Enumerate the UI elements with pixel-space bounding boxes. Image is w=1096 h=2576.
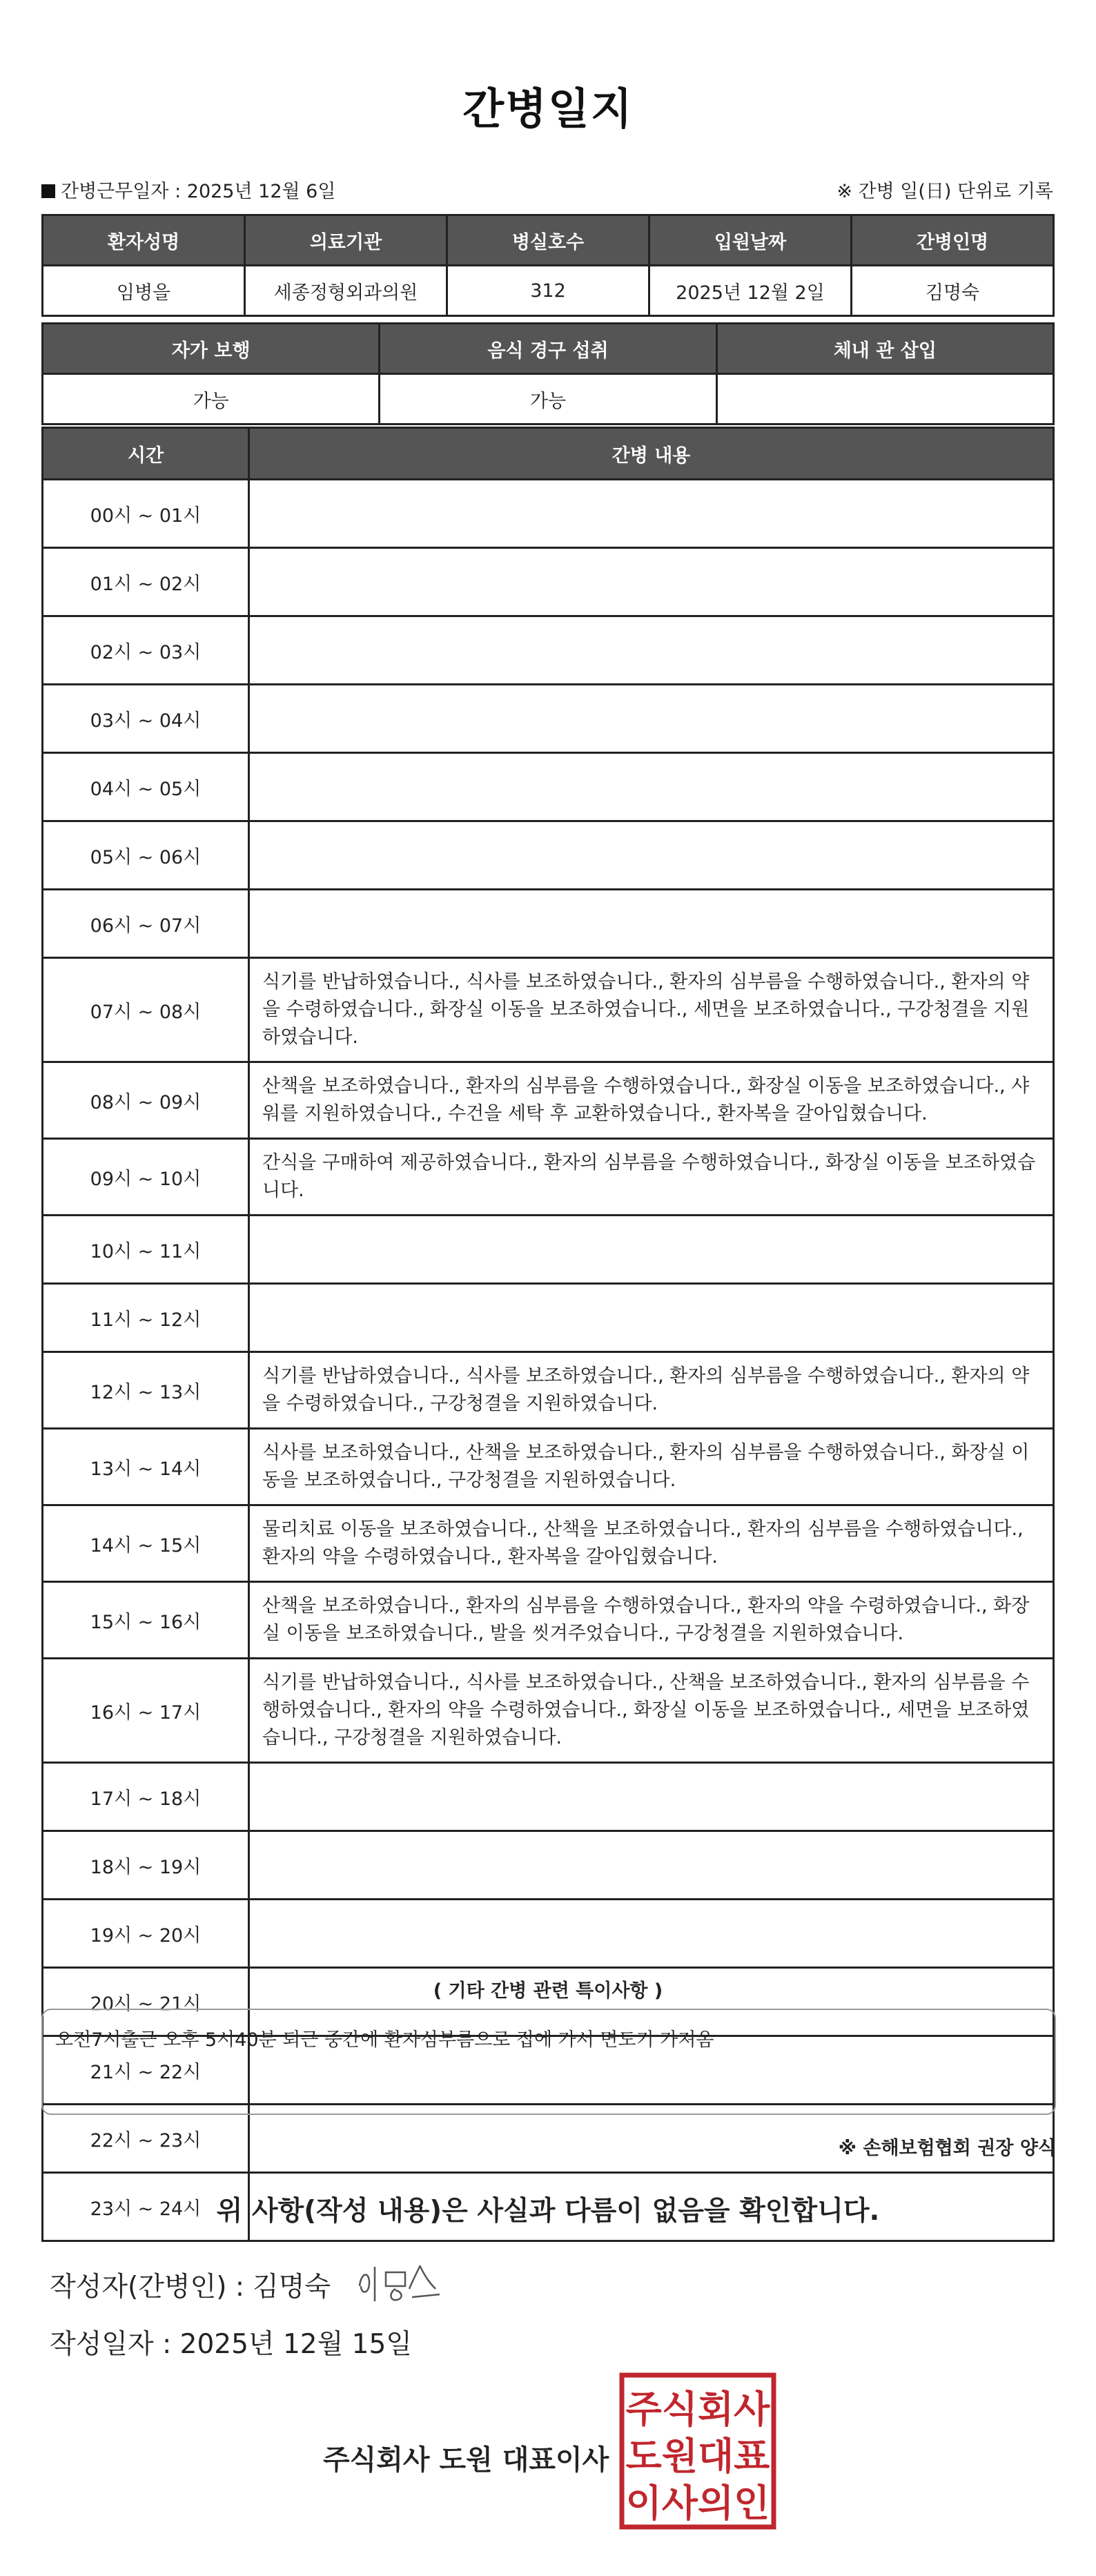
header-time: 시간 — [43, 428, 249, 480]
care-log-time: 10시 ~ 11시 — [43, 1216, 249, 1284]
care-log-content: 물리치료 이동을 보조하였습니다., 산책을 보조하였습니다., 환자의 심부름을 수행하였습니다., 환자의 약을 수령하였습니다., 환자복을 갈아입혔습니다. — [249, 1505, 1054, 1582]
care-log-time: 22시 ~ 23시 — [43, 2105, 249, 2173]
care-log-content: 간식을 구매하여 제공하였습니다., 환자의 심부름을 수행하였습니다., 화장실 이동을 보조하였습니다. — [249, 1139, 1054, 1216]
handwritten-signature — [354, 2258, 458, 2307]
document-title: 간병일지 — [462, 84, 634, 134]
patient-name: 임병을 — [43, 266, 245, 316]
care-log-row — [43, 1284, 1054, 1352]
header-hospital: 의료기관 — [245, 215, 447, 266]
care-log-row — [43, 1429, 1054, 1505]
care-log-time: 16시 ~ 17시 — [43, 1659, 249, 1763]
care-log-row — [43, 1139, 1054, 1216]
admission-date: 2025년 12월 2일 — [649, 266, 852, 316]
hospital-name: 세종정형외과의원 — [245, 266, 447, 316]
writer-name: 김명숙 — [253, 2272, 331, 2303]
care-log-row — [43, 1763, 1054, 1831]
care-log-content: 산책을 보조하였습니다., 환자의 심부름을 수행하였습니다., 화장실 이동을 보조하였습니다., 샤워를 지원하였습니다., 수건을 세탁 후 교환하였습니다., 환자복을 갈아입혔습니다. — [249, 1062, 1054, 1139]
care-log-row — [43, 1659, 1054, 1763]
care-log-row — [43, 821, 1054, 890]
work-date-value: 2025년 12월 6일 — [186, 181, 336, 202]
care-log-row — [43, 1352, 1054, 1429]
write-date-value: 2025년 12월 15일 — [179, 2329, 412, 2360]
care-log-content: 식기를 반납하였습니다., 식사를 보조하였습니다., 환자의 심부름을 수행하였습니다., 환자의 약을 수령하였습니다., 화장실 이동을 보조하였습니다., 세면을 보조하였습니다., 구강청결을 지원하였습니다. — [249, 958, 1054, 1062]
header-self-walking: 자가 보행 — [43, 324, 380, 374]
care-log-time: 15시 ~ 16시 — [43, 1582, 249, 1659]
confirmation-statement: 위 사항(작성 내용)은 사실과 다름이 없음을 확인합니다. — [216, 2196, 880, 2227]
work-date-label: 간병근무일자 — [61, 181, 169, 202]
seal-line-2: 도원대표 — [625, 2434, 770, 2478]
care-log-row — [43, 1900, 1054, 1968]
self-walking-value: 가능 — [43, 374, 380, 425]
write-date-label: 작성일자 : — [50, 2329, 172, 2360]
special-notes-title: ( 기타 간병 관련 특이사항 ) — [433, 1980, 663, 2002]
header-room: 병실호수 — [447, 215, 649, 266]
care-log-time: 21시 ~ 22시 — [43, 2036, 249, 2105]
special-notes-text: 오전7시출근 오후 5시40분 퇴근 중간에 환자심부름으로 집에 가서 면도기 가져옴 — [55, 2029, 714, 2051]
patient-info-header-row — [43, 215, 1054, 266]
care-log-content — [249, 1831, 1054, 1900]
care-log-content — [249, 480, 1054, 548]
header-oral-intake: 음식 경구 섭취 — [380, 324, 716, 374]
care-log-row — [43, 685, 1054, 753]
header-tube-insertion: 체내 관 삽입 — [716, 324, 1053, 374]
care-log-content — [249, 1900, 1054, 1968]
care-log-row — [43, 958, 1054, 1062]
company-seal-stamp — [619, 2372, 776, 2530]
care-log-time: 09시 ~ 10시 — [43, 1139, 249, 1216]
care-log-time: 00시 ~ 01시 — [43, 480, 249, 548]
care-log-row — [43, 548, 1054, 616]
care-log-time: 07시 ~ 08시 — [43, 958, 249, 1062]
care-log-time: 03시 ~ 04시 — [43, 685, 249, 753]
care-log-time: 01시 ~ 02시 — [43, 548, 249, 616]
writer-label: 작성자(간병인) : — [50, 2272, 245, 2303]
care-log-content — [249, 685, 1054, 753]
oral-intake-value: 가능 — [380, 374, 716, 425]
room-number: 312 — [447, 266, 649, 316]
care-log-time: 14시 ~ 15시 — [43, 1505, 249, 1582]
care-log-row — [43, 616, 1054, 685]
company-representative: 주식회사 도원 대표이사 — [323, 2444, 609, 2476]
care-log-row — [43, 890, 1054, 958]
care-log-content — [249, 1763, 1054, 1831]
care-log-row — [43, 1216, 1054, 1284]
care-log-row — [43, 480, 1054, 548]
care-log-header-row — [43, 428, 1054, 480]
care-log-time: 04시 ~ 05시 — [43, 753, 249, 821]
work-date-line: 간병근무일자 : 2025년 12월 6일 — [41, 176, 335, 203]
header-caregiver-name: 간병인명 — [852, 215, 1054, 266]
care-log-content — [249, 548, 1054, 616]
care-log-row — [43, 753, 1054, 821]
care-log-time: 11시 ~ 12시 — [43, 1284, 249, 1352]
patient-status-table — [41, 322, 1055, 425]
care-log-time: 13시 ~ 14시 — [43, 1429, 249, 1505]
header-patient-name: 환자성명 — [43, 215, 245, 266]
care-log-time: 12시 ~ 13시 — [43, 1352, 249, 1429]
care-log-time: 20시 ~ 21시 — [43, 1968, 249, 2036]
care-log-content — [249, 616, 1054, 685]
care-log-time: 05시 ~ 06시 — [43, 821, 249, 890]
seal-line-3: 이사의인 — [625, 2481, 770, 2525]
status-value-row — [43, 374, 1054, 425]
care-log-time: 18시 ~ 19시 — [43, 1831, 249, 1900]
care-log-row — [43, 1062, 1054, 1139]
patient-info-table — [41, 214, 1055, 317]
status-header-row — [43, 324, 1054, 374]
care-log-content: 산책을 보조하였습니다., 환자의 심부름을 수행하였습니다., 환자의 약을 수령하였습니다., 화장실 이동을 보조하였습니다., 발을 씻겨주었습니다., 구강청결을 지원하였습니다. — [249, 1582, 1054, 1659]
care-log-time: 02시 ~ 03시 — [43, 616, 249, 685]
care-log-content — [249, 1216, 1054, 1284]
care-log-row — [43, 1831, 1054, 1900]
care-log-time: 23시 ~ 24시 — [43, 2173, 249, 2241]
care-log-time: 08시 ~ 09시 — [43, 1062, 249, 1139]
care-log-content: 식사를 보조하였습니다., 산책을 보조하였습니다., 환자의 심부름을 수행하였습니다., 화장실 이동을 보조하였습니다., 구강청결을 지원하였습니다. — [249, 1429, 1054, 1505]
care-log-content — [249, 1284, 1054, 1352]
write-date-line — [50, 2323, 412, 2361]
care-log-content: 식기를 반납하였습니다., 식사를 보조하였습니다., 환자의 심부름을 수행하였습니다., 환자의 약을 수령하였습니다., 구강청결을 지원하였습니다. — [249, 1352, 1054, 1429]
daily-record-note: ※ 간병 일(日) 단위로 기록 — [836, 181, 1053, 202]
care-log-content — [249, 890, 1054, 958]
care-log-time: 19시 ~ 20시 — [43, 1900, 249, 1968]
tube-insertion-value — [716, 374, 1053, 425]
patient-info-value-row — [43, 266, 1054, 316]
care-log-content — [249, 753, 1054, 821]
association-form-note: ※ 손해보험협회 권장 양식 — [838, 2138, 1056, 2159]
header-admission-date: 입원날짜 — [649, 215, 852, 266]
care-log-time: 06시 ~ 07시 — [43, 890, 249, 958]
care-log-content: 식기를 반납하였습니다., 식사를 보조하였습니다., 산책을 보조하였습니다., 환자의 심부름을 수행하였습니다., 환자의 약을 수령하였습니다., 화장실 이동을 보조하였습니다., 세면을 보조하였습니다., 구강청결을 지원하였습니다. — [249, 1659, 1054, 1763]
care-log-content — [249, 821, 1054, 890]
header-care-content: 간병 내용 — [249, 428, 1054, 480]
bullet-square-icon — [41, 184, 55, 198]
care-log-time: 17시 ~ 18시 — [43, 1763, 249, 1831]
care-log-row — [43, 1582, 1054, 1659]
caregiver-name: 김명숙 — [852, 266, 1054, 316]
writer-line — [50, 2265, 331, 2304]
care-log-row — [43, 1505, 1054, 1582]
seal-line-1: 주식회사 — [625, 2388, 770, 2431]
care-log-table — [41, 427, 1055, 2242]
